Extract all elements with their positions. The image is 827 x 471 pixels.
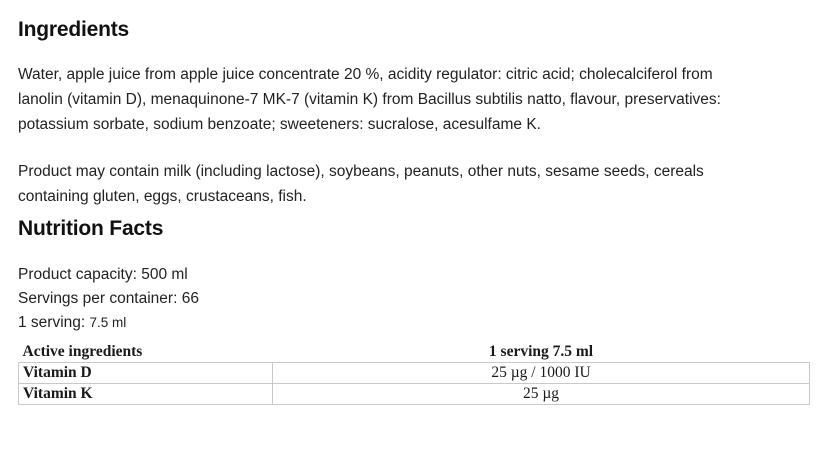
table-cell-ingredient-name: Vitamin D [19,363,273,384]
nutrition-facts-list [18,263,809,335]
fact-value: 66 [181,290,199,307]
nutrition-facts-heading: Nutrition Facts [18,217,164,240]
fact-label: Servings per container: [18,290,178,307]
fact-value: 7.5 ml [89,315,127,330]
column-header-serving: 1 serving 7.5 ml [488,343,594,360]
table-cell-ingredient-value: 25 µg / 1000 IU [273,363,810,384]
ingredients-heading: Ingredients [18,18,129,41]
fact-label: 1 serving: [18,314,86,331]
fact-value: 500 ml [141,266,188,283]
fact-line-serving-size [18,311,809,335]
fact-label: Product capacity: [18,266,137,283]
column-header-active-ingredients: Active ingredients [22,343,143,360]
fact-line-servings-per-container [18,287,809,311]
table-row [19,384,810,405]
nutrition-table-head [19,342,810,363]
nutrition-table [18,342,810,405]
nutrition-table-body [19,363,810,405]
table-cell-ingredient-name: Vitamin K [19,384,273,405]
table-row [19,363,810,384]
table-cell-ingredient-value: 25 µg [273,384,810,405]
ingredients-paragraph: Water, apple juice from apple juice concentrate 20 %, acidity regulator: citric acid; cholecalciferol from lanolin (vitamin D), menaquinone-7 MK-7 (vitamin K) from Bacillus subtilis natto, flavour, preservatives: potassium sorbate, sodium benzoate; sweeteners: sucralose, acesulfame K. [18,66,721,133]
fact-line-product-capacity [18,263,809,287]
table-header-row [19,342,810,363]
allergen-paragraph: Product may contain milk (including lactose), soybeans, peanuts, other nuts, sesame seeds, cereals containing gluten, eggs, crustaceans, fish. [18,163,704,205]
